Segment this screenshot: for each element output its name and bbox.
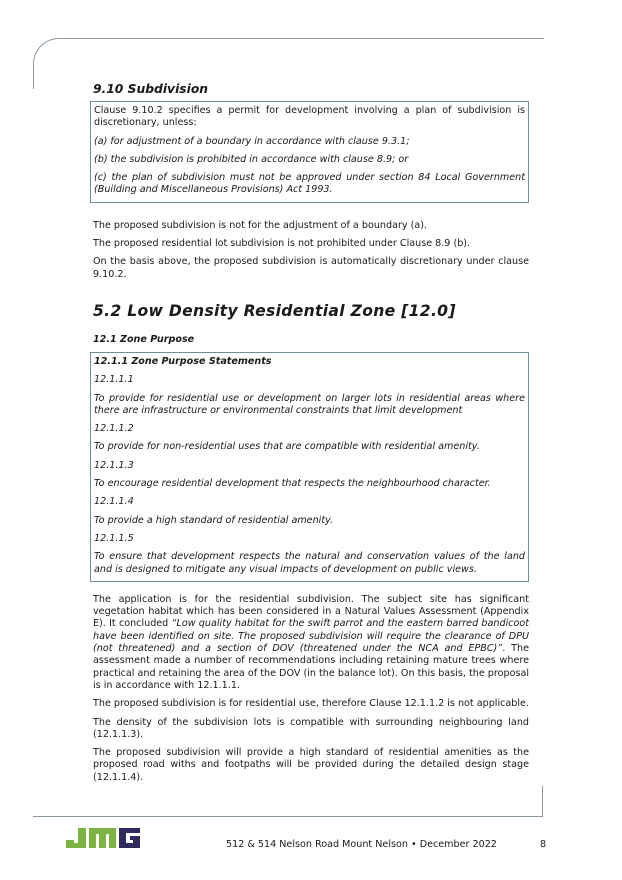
statement-text: To encourage residential development that respects the neighbourhood character.: [94, 478, 491, 490]
statement-text: To provide for residential use or development on larger lots in residential areas where there are infrastructure or environmental constraints that limit development: [94, 392, 525, 416]
subheading-12-1: 12.1 Zone Purpose: [93, 333, 195, 345]
statement-number: 12.1.1.2: [94, 423, 134, 435]
clause-item-c: (c) the plan of subdivision must not be approved under section 84 Local Government (Building and Miscellaneous Provisions) Act 1993.: [94, 172, 525, 196]
page-content: [93, 78, 529, 784]
box-title: 12.1.1 Zone Purpose Statements: [94, 355, 272, 367]
clause-text: Clause 9.10.2 specifies a permit for development involving a plan of subdivision is discretionary, unless:: [94, 105, 525, 129]
paragraph: [93, 594, 529, 692]
footer-text: 512 & 514 Nelson Road Mount Nelson • December 2022: [226, 839, 497, 850]
statement-number: 12.1.1.4: [94, 496, 134, 508]
para-quote: “Low quality habitat for the swift parrot and the eastern barred bandicoot have been identified on site. The proposed subdivision will require the clearance of DPU (not threatened) and a section of DOV (threatened under the NCA and EPBC)”: [93, 618, 530, 655]
paragraph: On the basis above, the proposed subdivision is automatically discretionary under clause 9.10.2.: [93, 256, 529, 280]
para-text: The application is for the residential subdivision. The subject site has significant vegetation habitat which has been considered in a Natural Values Assessment (Appendix E). It concluded: [93, 593, 529, 630]
clause-9-10-box: [90, 101, 529, 203]
section-heading-5-2: 5.2 Low Density Residential Zone [12.0]: [93, 301, 456, 320]
statement-text: To provide a high standard of residential amenity.: [94, 514, 334, 526]
paragraph: The proposed subdivision will provide a high standard of residential amenities as the proposed road withs and footpaths will be provided during the detailed design stage (12.1.1.4).: [93, 747, 529, 783]
zone-purpose-box: [90, 352, 529, 582]
clause-item-a: (a) for adjustment of a boundary in accordance with clause 9.3.1;: [94, 135, 410, 147]
page-footer: [0, 826, 622, 856]
paragraph: The proposed residential lot subdivision is not prohibited under Clause 8.9 (b).: [93, 238, 471, 250]
statement-text: To ensure that development respects the natural and conservation values of the land and is designed to mitigate any visual impacts of development on public views.: [94, 551, 525, 575]
paragraph: The density of the subdivision lots is compatible with surrounding neighbouring land (12.1.1.3).: [93, 716, 529, 740]
page-number: 8: [540, 839, 547, 850]
statement-text: To provide for non-residential uses that are compatible with residential amenity.: [94, 441, 480, 453]
statement-number: 12.1.1.3: [94, 459, 134, 471]
clause-item-b: (b) the subdivision is prohibited in accordance with clause 8.9; or: [94, 153, 409, 165]
paragraph: The proposed subdivision is not for the adjustment of a boundary (a).: [93, 219, 428, 231]
paragraph: The proposed subdivision is for residential use, therefore Clause 12.1.1.2 is not applicable.: [93, 698, 529, 710]
para-text: . The assessment made a number of recommendations including retaining mature trees where practical and retaining the area of the DOV (in the balance lot). On this basis, the proposal is in accordance with 12.1.1.1.: [93, 643, 530, 691]
page-frame-bottom: [33, 786, 543, 817]
jmg-logo: [64, 826, 142, 850]
section-heading-9-10: 9.10 Subdivision: [93, 82, 209, 96]
statement-number: 12.1.1.5: [94, 532, 134, 544]
statement-number: 12.1.1.1: [94, 374, 134, 386]
